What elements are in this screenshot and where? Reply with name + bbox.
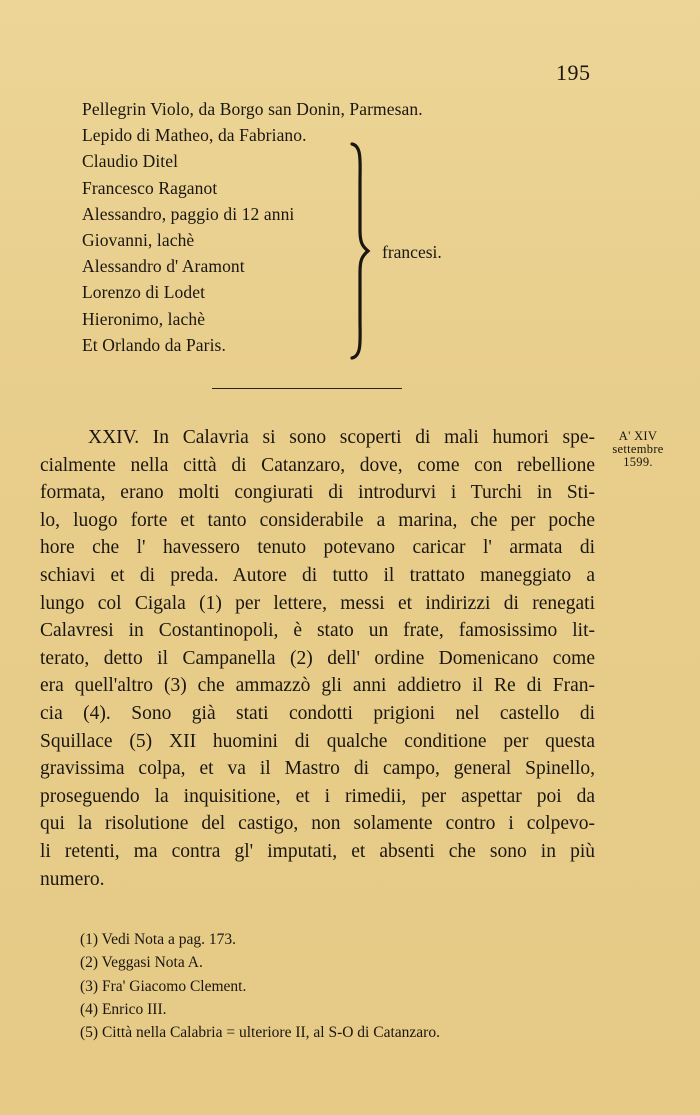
brace-label: francesi. <box>382 242 442 262</box>
paragraph-line: numero. <box>40 868 105 890</box>
names-list-item: Hieronimo, lachè <box>82 308 206 329</box>
names-list-item: Alessandro, paggio di 12 anni <box>82 203 295 224</box>
paragraph-line: Calavresi in Costantinopoli, è stato un frate, famosissimo lit- <box>40 620 595 642</box>
names-list-item: Francesco Raganot <box>82 177 218 198</box>
names-list-item: Claudio Ditel <box>82 151 179 172</box>
paragraph-line: schiavi et di preda. Autore di tutto il trattato maneggiato a <box>40 564 595 586</box>
footnote: (5) Città nella Calabria = ulteriore II, al S-O di Catanzaro. <box>80 1024 440 1042</box>
paragraph-line: formata, erano molti congiurati di introdurvi i Turchi in Sti- <box>40 482 595 504</box>
names-list-item: Lorenzo di Lodet <box>82 282 206 303</box>
paragraph-line: li retenti, ma contra gl' imputati, et absenti che sono in più <box>40 840 595 862</box>
names-list-item: Alessandro d' Aramont <box>82 256 245 277</box>
paragraph-line: lungo col Cigala (1) per lettere, messi et indirizzi di renegati <box>40 592 595 614</box>
paragraph-line: XXIV. In Calavria si sono scoperti di mali humori spe- <box>88 427 595 448</box>
footnotes <box>80 928 440 1044</box>
footnote: (4) Enrico III. <box>80 1000 167 1018</box>
footnote: (1) Vedi Nota a pag. 173. <box>80 931 236 948</box>
paragraph-line: terato, detto il Campanella (2) dell' ordine Domenicano come <box>40 647 595 669</box>
footnote: (3) Fra' Giacomo Clement. <box>80 977 247 995</box>
footnote: (2) Veggasi Nota A. <box>80 954 203 972</box>
paragraph-line: proseguendo la inquisitione, et i rimedii, per aspettar poi da <box>40 785 595 807</box>
paragraph-line: cialmente nella città di Catanzaro, dove, come con rebellione <box>40 454 595 476</box>
main-paragraph <box>40 424 595 893</box>
curly-brace <box>346 142 372 360</box>
margin-note-year: 1599. <box>623 455 653 469</box>
paragraph-line: cia (4). Sono già stati condotti prigioni nel castello di <box>40 702 595 724</box>
margin-note-month: settembre <box>612 442 664 456</box>
page-number: 195 <box>556 60 591 85</box>
margin-note-day: A' XIV <box>618 429 658 443</box>
names-list-item: Lepido di Matheo, da Fabriano. <box>82 125 307 146</box>
names-list-item: Pellegrin Violo, da Borgo san Donin, Parmesan. <box>82 99 423 119</box>
paragraph-line: era quell'altro (3) che ammazzò gli anni addietro il Re di Fran- <box>40 675 595 697</box>
paragraph-line: hore che l' havessero tenuto potevano caricar l' armata di <box>40 537 595 559</box>
names-list-item: Et Orlando da Paris. <box>82 334 226 355</box>
names-list-item: Giovanni, lachè <box>82 230 195 251</box>
paragraph-line: qui la risolutione del castigo, non solamente contro i colpevo- <box>40 813 595 835</box>
paragraph-line: lo, luogo forte et tanto considerabile a marina, che per poche <box>40 509 595 531</box>
paragraph-line: gravissima colpa, et va il Mastro di campo, general Spinello, <box>40 758 595 780</box>
section-divider <box>212 388 402 389</box>
paragraph-line: Squillace (5) XII huomini di qualche conditione per questa <box>40 730 595 752</box>
margin-date-note <box>603 430 673 469</box>
